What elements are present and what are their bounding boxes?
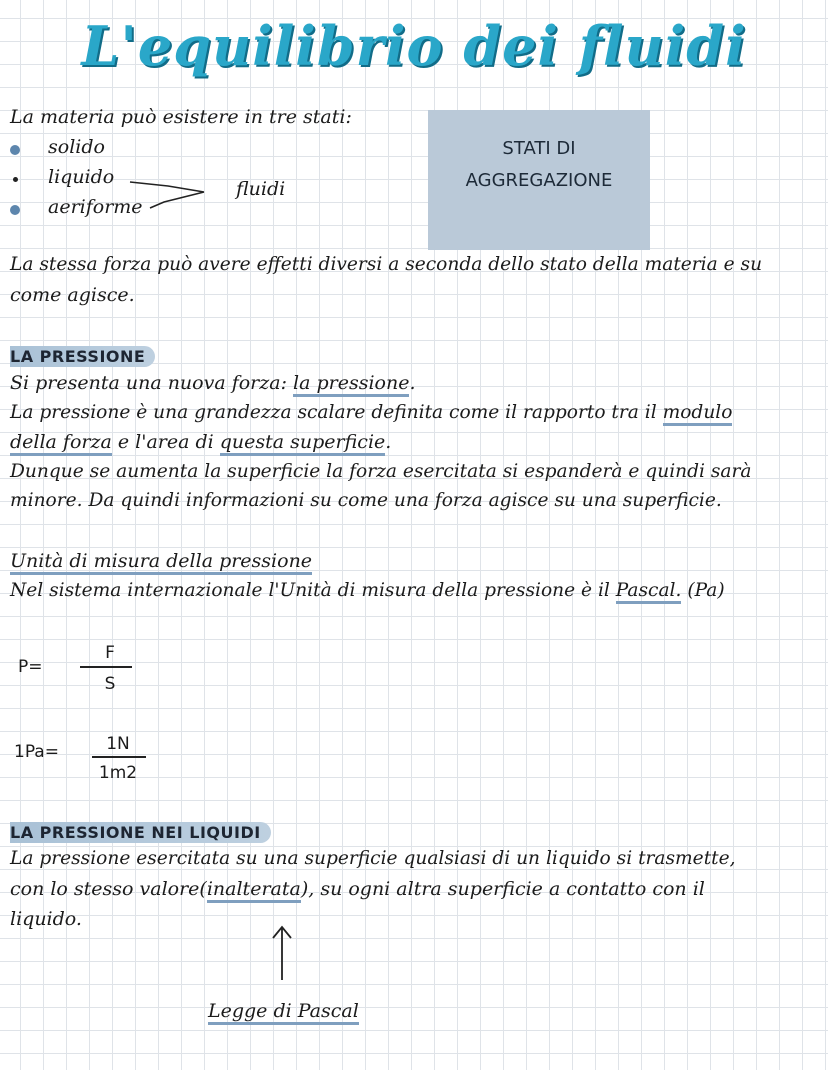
highlight: modulo [663, 402, 733, 426]
highlight: la pressione [293, 372, 409, 397]
unit-heading [10, 550, 312, 572]
effects-line-2: come agisce. [10, 284, 135, 306]
pressure-line-4: Dunque se aumenta la superficie la forza esercitata si espanderà e quindi sarà [10, 461, 752, 482]
highlight: questa superficie [220, 431, 386, 456]
fluids-label: fluidi [236, 178, 286, 200]
state-solid: solido [48, 136, 105, 158]
pressure-line-1: Si presenta una nuova forza: la pressione. [10, 372, 416, 394]
page-title: L'equilibrio dei fluidi [81, 14, 747, 78]
law-label [208, 1000, 359, 1022]
intro-line: La materia può esistere in tre stati: [10, 106, 352, 128]
highlight: della forza [10, 431, 112, 456]
section-heading-pressure: LA PRESSIONE [10, 346, 155, 367]
bullet-icon [10, 205, 20, 215]
effects-line-1: La stessa forza può avere effetti diversi a seconda dello stato della materia e su [10, 254, 763, 275]
arrow-up-icon [270, 922, 294, 982]
highlight: Unità di misura della pressione [10, 550, 312, 575]
fraction-bar [80, 666, 132, 668]
highlight: inalterata [207, 878, 301, 903]
bullet-icon [10, 145, 20, 155]
pressure-line-3: della forza e l'area di questa superficie. [10, 431, 391, 453]
fraction-bar [92, 756, 146, 758]
pressure-line-5: minore. Da quindi informazioni su come una forza agisce su una superficie. [10, 490, 722, 511]
section-heading-liquids: LA PRESSIONE NEI LIQUIDI [10, 822, 271, 843]
formula-pascal-denominator: 1m2 [98, 763, 138, 783]
state-liquid: liquido [48, 166, 115, 188]
formula-pascal-numerator: 1N [106, 734, 130, 754]
bracket-arrow-icon [128, 176, 210, 214]
state-gas: aeriforme [48, 196, 143, 218]
liquids-line-1: La pressione esercitata su una superficie qualsiasi di un liquido si trasmette, [10, 848, 736, 869]
bullet-icon [13, 177, 18, 182]
liquids-line-3: liquido. [10, 908, 82, 930]
highlight: Pascal. [616, 580, 682, 604]
liquids-line-2: con lo stesso valore(inalterata), su ogni altra superficie a contatto con il [10, 878, 705, 900]
formula-pressure-numerator: F [105, 643, 115, 663]
box-line-1: STATI DI [502, 138, 576, 159]
formula-pascal-lhs: 1Pa= [14, 742, 59, 762]
unit-line: Nel sistema internazionale l'Unità di misura della pressione è il Pascal. (Pa) [10, 580, 725, 601]
box-line-2: AGGREGAZIONE [465, 170, 613, 191]
highlight: Legge di Pascal [208, 1000, 359, 1025]
formula-pressure-lhs: P= [18, 657, 43, 677]
pressure-line-2: La pressione è una grandezza scalare definita come il rapporto tra il modulo [10, 402, 732, 423]
formula-pressure-denominator: S [104, 674, 116, 694]
